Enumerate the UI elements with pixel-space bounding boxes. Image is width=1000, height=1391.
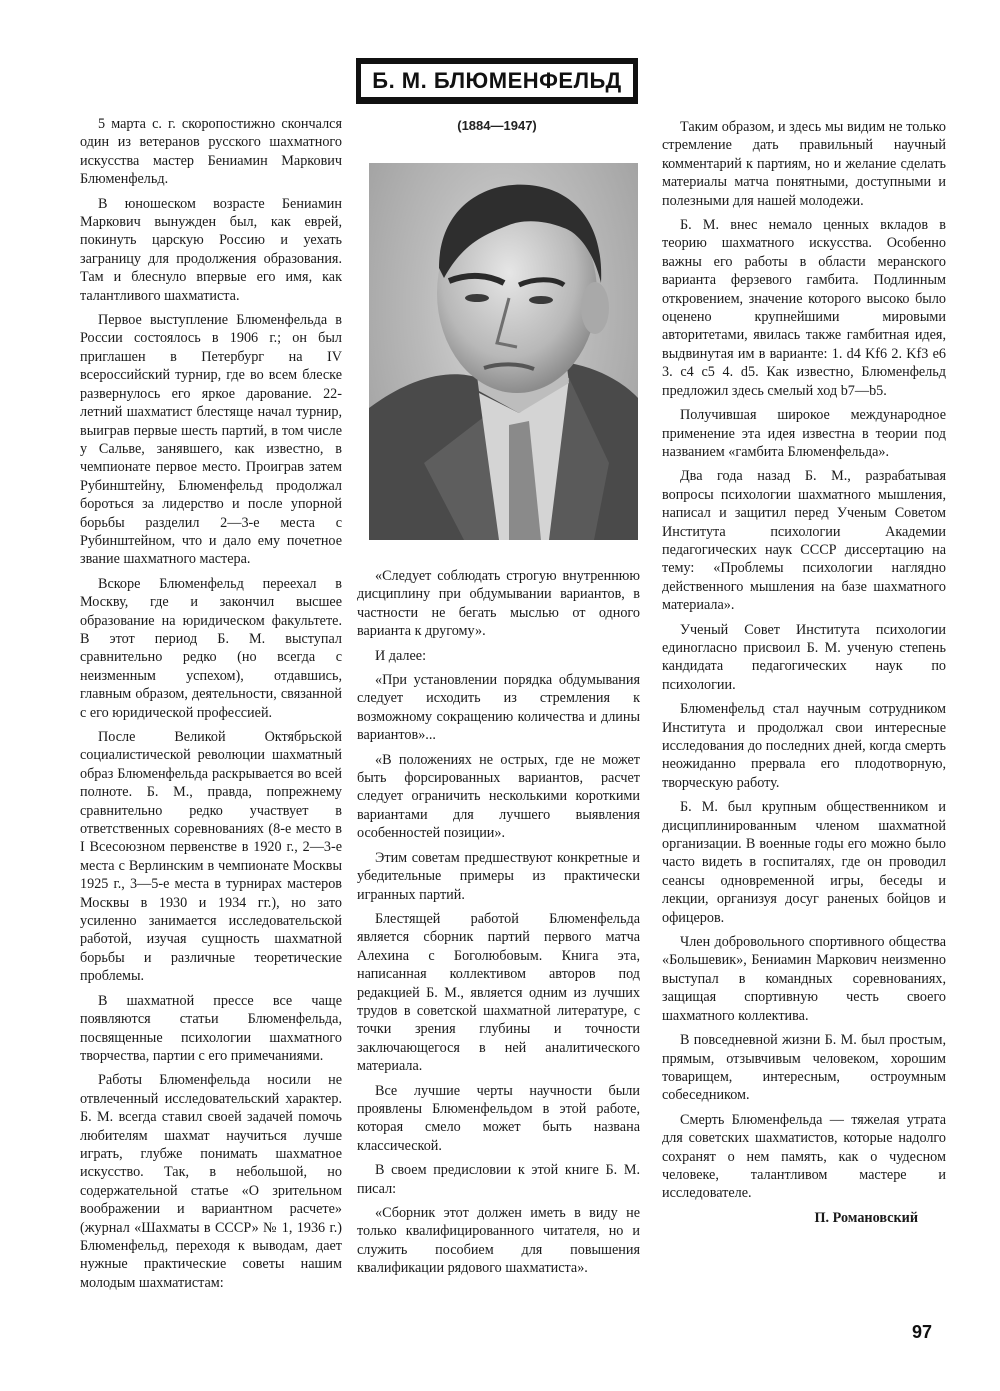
article-title-box (356, 58, 638, 104)
paragraph: Член добровольного спортивного общества «Большевик», Бениамин Маркович неизменно выступал в командных соревнованиях, защищая спортивную честь своего шахматного коллектива. (662, 934, 946, 1024)
paragraph: Получившая широкое международное применение эта идея известна в теории под названием «гамбита Блюменфельда». (662, 407, 946, 460)
paragraph: Первое выступление Блюменфельда в России состоялось в 1906 г.; он был приглашен в Петербург на IV всероссийский турнир, где во всем блеске развернулось его яркое дарование. 22-летний шахматист блестяще начал турнир, выиграв первые шесть партий, в том числе у Сальве, занявшего, как известно, в чемпионате первое место. Проиграв затем Рубинштейну, Блюменфельд продолжал бороться за лидерство и после упорной борьбы разделил 2—3-е места с Рубинштейном, что и дало ему почетное звание шахматного мастера. (80, 312, 342, 568)
paragraph: Все лучшие черты научности были проявлены Блюменфельдом в этой работе, которая смело может быть названа классической. (357, 1082, 640, 1154)
paragraph: В повседневной жизни Б. М. был простым, прямым, отзывчивым человеком, хорошим товарищем, интересным, остроумным собеседником. (662, 1032, 946, 1104)
paragraph: Блестящей работой Блюменфельда является сборник партий первого матча Алехина с Боголюбовым. Книга эта, написанная коллективом авторов под редакцией Б. М., является одним из лучших трудов в советской шахматной литературе, с точки зрения глубины и точности заключающегося в ней аналитического материала. (357, 910, 640, 1075)
paragraph: Два года назад Б. М., разрабатывая вопросы психологии шахматного мышления, написал и защитил перед Ученым Советом Института психологии Академии педагогических наук СССР диссертацию на тему: «Проблемы психологии наглядно действенного мышления на базе шахматного материала». (662, 468, 946, 614)
paragraph: Вскоре Блюменфельд переехал в Москву, где и закончил высшее образование на юридическом факультете. В этот период Б. М. выступал сравнительно редко (но всегда с неизменным успехом), отдавшись, главным образом, деятельности, связанной с его юридической профессией. (80, 575, 342, 721)
quote-paragraph: «В положениях не острых, где не может быть форсированных вариантов, расчет следует ограничить несколькими короткими вариантами для лучшего выявления особенностей позиции». (357, 751, 640, 842)
portrait-photo (369, 163, 638, 540)
life-years: (1884—1947) (457, 118, 537, 133)
paragraph: Этим советам предшествуют конкретные и убедительные примеры из практически игранных партий. (357, 849, 640, 903)
paragraph: Блюменфельд стал научным сотрудником Института и продолжал свои интересные исследования до последних дней, когда смерть неожиданно прервала его плодотворную, творческую работу. (662, 701, 946, 791)
paragraph: В своем предисловии к этой книге Б. М. писал: (357, 1162, 640, 1197)
paragraph: В шахматной прессе все чаще появляются статьи Блюменфельда, посвященные психологии шахматного творчества, партии с его примечаниями. (80, 992, 342, 1064)
article-title: Б. М. БЛЮМЕНФЕЛЬД (372, 67, 622, 93)
column-left (80, 115, 342, 1298)
quote-paragraph: «Сборник этот должен иметь в виду не только квалифицированного читателя, но и служить пособием для повышения квалификации рядового шахматиста». (357, 1205, 640, 1277)
column-right (662, 118, 946, 1233)
portrait-photo-icon (369, 163, 638, 540)
paragraph: Ученый Совет Института психологии единогласно присвоил Б. М. ученую степень кандидата педагогических наук по психологии. (662, 621, 946, 693)
paragraph: Таким образом, и здесь мы видим не только стремление дать правильный научный комментарий к партиям, но и желание сделать материалы матча понятными, доступными и полезными для нашей молодежи. (662, 119, 946, 209)
paragraph: Б. М. был крупным общественником и дисциплинированным членом шахматной организации. В военные годы его можно было часто видеть в госпиталях, где он проводил сеансы одновременной игры, беседы и лекции, организуя досуг раненых бойцов и офицеров. (662, 799, 946, 926)
paragraph: Б. М. внес немало ценных вкладов в теорию шахматного искусства. Особенно важны его работы в области меранского варианта ферзевого гамбита. Подлинным откровением, значение которого высоко было оценено крупнейшими мировыми авторитетами, явилась также гамбитная идея, выдвинутая им в варианте: 1. d4 Kf6 2. Kf3 e6 3. c4 c5 4. d5. Как известно, Блюменфельд предложил здесь смелый ход b7—b5. (662, 217, 946, 399)
column-middle (357, 567, 640, 1284)
page-number: 97 (912, 1322, 933, 1342)
paragraph: Смерть Блюменфельда — тяжелая утрата для советских шахматистов, которые надолго сохранят о нем память, как о чудесном человеке, талантливом мастере и исследователе. (662, 1111, 946, 1202)
paragraph: В юношеском возрасте Бениамин Маркович вынужден был, как еврей, покинуть царскую Россию и уехать заграницу для продолжения образования. Там и блеснуло впервые его имя, как талантливого шахматиста. (80, 195, 342, 304)
quote-paragraph: «Следует соблюдать строгую внутреннюю дисциплину при обдумывании вариантов, в частности не бегать мыслью от одного варианта к другому». (357, 568, 640, 640)
paragraph: И далее: (375, 647, 427, 664)
paragraph: 5 марта с. г. скоропостижно скончался один из ветеранов русского шахматного искусства мастер Бениамин Маркович Блюменфельд. (80, 116, 342, 188)
quote-paragraph: «При установлении порядка обдумывания следует исходить из стремления к возможному сокращению количества и длины вариантов»... (357, 672, 640, 744)
paragraph: Работы Блюменфельда носили не отвлеченный исследовательский характер. Б. М. всегда ставил своей задачей помочь любителям шахмат научиться лучше играть, глубже понимать шахматное искусство. Так, в небольшой, но содержательной статье «О зрительном воображении и вариантном расчете» (журнал «Шахматы в СССР» № 1, 1936 г.) Блюменфельд, переходя к выводам, дает нужные практические советы нашим молодым шахматистам: (80, 1072, 342, 1291)
paragraph: После Великой Октябрьской социалистической революции шахматный образ Блюменфельда раскрывается во всей полноте. Б. М., правда, попрежнему сравнительно редко участвует в ответственных соревнованиях (8-е место в I Всесоюзном первенстве в 1920 г., 2—3-е места с Верлинским в чемпионате Москвы 1925 г., 3—5-е места в турнирах мастеров Москвы в 1930 и 1934 гг.), но зато усиленно занимается исследовательской работой, изучая сущность шахматной борьбы и различные теоретические проблемы. (80, 729, 342, 985)
author-signature: П. Романовский (814, 1209, 918, 1226)
